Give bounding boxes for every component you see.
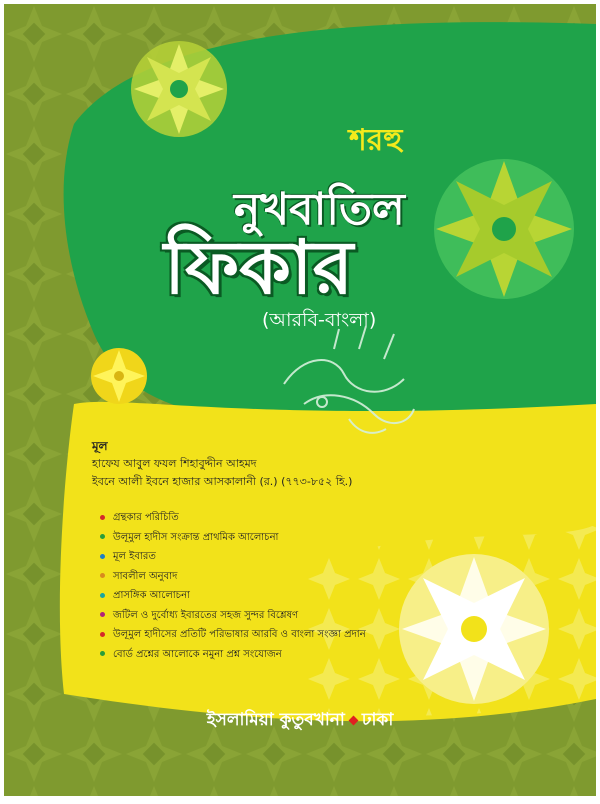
feature-item bbox=[100, 508, 366, 528]
feature-item bbox=[100, 567, 366, 587]
feature-item bbox=[100, 586, 366, 606]
bullet-icon bbox=[100, 593, 105, 598]
rosette-bottom-right bbox=[399, 554, 549, 704]
feature-text: প্রাসঙ্গিক আলোচনা bbox=[113, 590, 190, 601]
title-line-1: নুখবাতিল bbox=[234, 184, 405, 235]
feature-text: মূল ইবারত bbox=[113, 551, 156, 562]
feature-text: বোর্ড প্রশ্নের আলোকে নমুনা প্রশ্ন সংযোজন bbox=[113, 648, 282, 660]
feature-item bbox=[100, 547, 366, 567]
cover-background bbox=[4, 4, 596, 796]
author-block bbox=[92, 437, 352, 491]
author-label: মূল bbox=[92, 439, 108, 453]
author-line-2: ইবনে আলী ইবনে হাজার আসকালানী (র.) (৭৭৩-৮৫২ হি.) bbox=[92, 475, 353, 488]
feature-text: জটিল ও দুর্বোধ্য ইবারতের সহজ সুন্দর বিশ্লেষণ bbox=[113, 609, 299, 621]
bullet-icon bbox=[100, 612, 105, 617]
feature-list bbox=[100, 508, 366, 664]
feature-item bbox=[100, 528, 366, 548]
publisher-line bbox=[4, 707, 596, 735]
feature-text: উলূমুল হাদীসের প্রতিটি পরিভাষার আরবি ও বাংলা সংজ্ঞা প্রদান bbox=[113, 629, 366, 640]
subtitle: (আরবি-বাংলা) bbox=[262, 309, 377, 331]
rosette-small-yellow bbox=[91, 348, 147, 404]
rosette-top-right bbox=[434, 159, 574, 299]
author-line-1: হাফেয আবুল ফযল শিহাবুদ্দীন আহমদ bbox=[92, 457, 257, 470]
bullet-icon bbox=[100, 534, 105, 539]
bullet-icon bbox=[100, 515, 105, 520]
bullet-icon bbox=[100, 632, 105, 637]
feature-text: গ্রন্থকার পরিচিতি bbox=[113, 512, 179, 523]
feature-text: সাবলীল অনুবাদ bbox=[113, 570, 178, 582]
feature-item bbox=[100, 645, 366, 665]
rosette-top-left bbox=[131, 41, 227, 137]
bullet-icon bbox=[100, 573, 105, 578]
book-cover bbox=[4, 4, 596, 796]
diamond-separator-icon bbox=[348, 715, 358, 725]
publisher-city: ঢাকা bbox=[361, 710, 394, 730]
sharah-label: শরহু bbox=[349, 123, 403, 158]
feature-item bbox=[100, 625, 366, 645]
bullet-icon bbox=[100, 554, 105, 559]
publisher-name: ইসলামিয়া কুতুবখানা bbox=[206, 710, 345, 730]
bullet-icon bbox=[100, 651, 105, 656]
feature-text: উলূমুল হাদীস সংক্রান্ত প্রাথমিক আলোচনা bbox=[113, 531, 279, 543]
feature-item bbox=[100, 606, 366, 626]
title-line-2: ফিকার bbox=[164, 225, 354, 311]
